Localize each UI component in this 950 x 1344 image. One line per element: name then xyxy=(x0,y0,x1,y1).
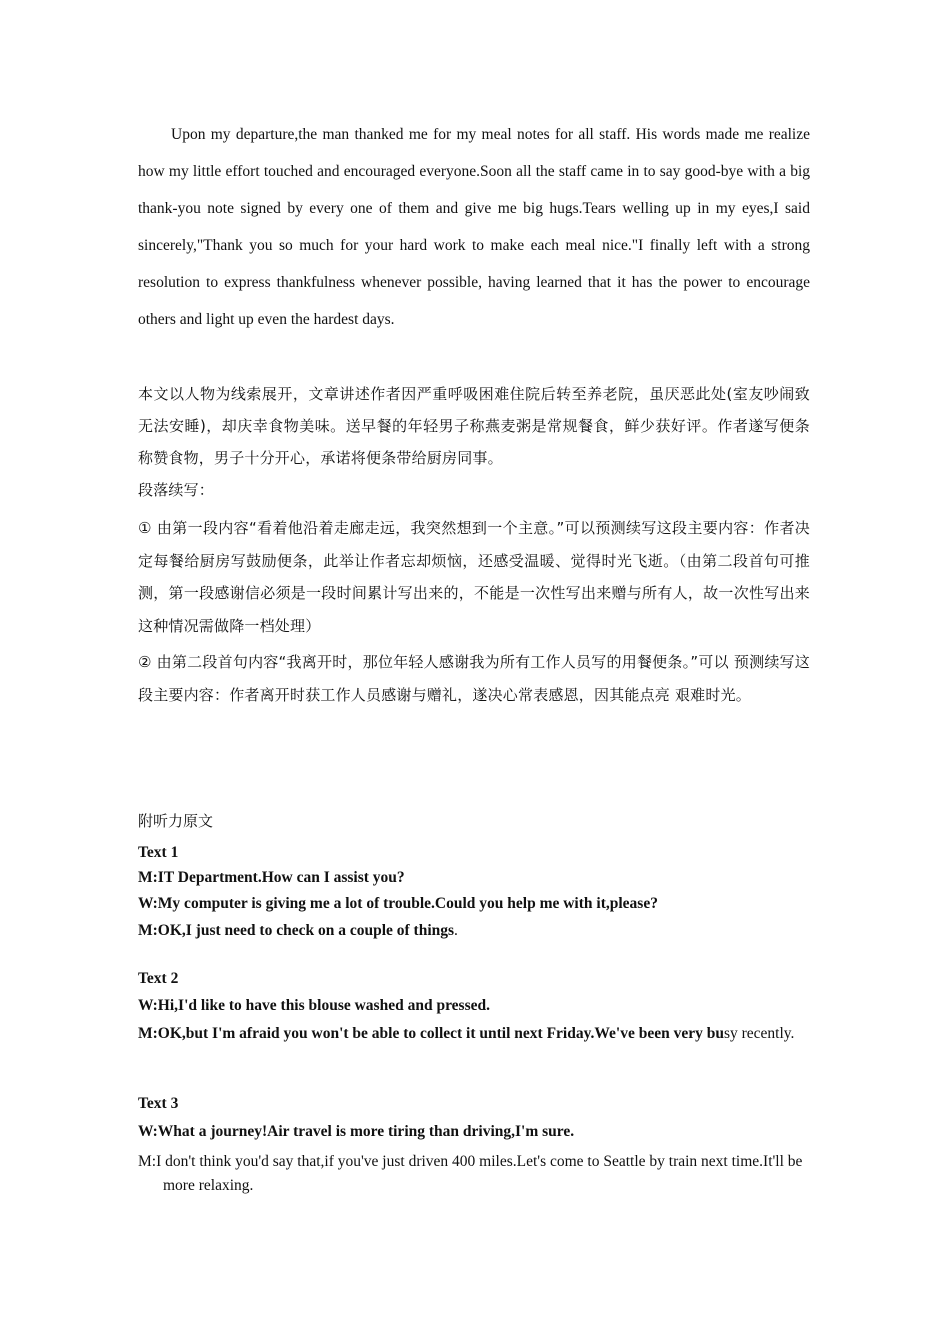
text-1-line-2: W:My computer is giving me a lot of trouble.Could you help me with it,please? xyxy=(138,895,658,912)
section-title: 段落续写： xyxy=(138,481,215,499)
analysis-summary: 本文以人物为线索展开，文章讲述作者因严重呼吸困难住院后转至养老院，虽厌恶此处(室友吵闹致无法安睡)，却庆幸食物美味。送早餐的年轻男子称燕麦粥是常规餐食，鲜少获好评。作者遂写便条称赞食物，男子十分开心，承诺将便条带给厨房同事。 xyxy=(138,385,810,467)
text-1-line-3-end: . xyxy=(454,922,458,939)
text-1-title: Text 1 xyxy=(138,844,179,861)
text-3-line-1: W:What a journey!Air travel is more tiring than driving,I'm sure. xyxy=(138,1123,575,1140)
essay-paragraph: Upon my departure,the man thanked me for my meal notes for all staff. His words made me realize how my little effort touched and encouraged everyone.Soon all the staff came in to say good-bye with a big thank-you note signed by every one of them and give me big hugs.Tears welling up in my eyes,I said sincerely,"Thank you so much for your hard work to make each meal nice."I finally left with a strong resolution to express thankfulness whenever possible, having learned that it has the power to encourage others and light up even the hardest days. xyxy=(138,126,810,328)
text-2-title: Text 2 xyxy=(138,970,179,987)
analysis-point-2: ② 由第二段首句内容“我离开时，那位年轻人感谢我为所有工作人员写的用餐便条。”可以 预测续写这段主要内容：作者离开时获工作人员感谢与赠礼，遂决心常表感恩，因其能点亮 艰难时光。 xyxy=(138,653,810,704)
text-2-line-2: M:OK,but I'm afraid you won't be able to collect it until next Friday.We've been very bu xyxy=(138,1025,724,1042)
text-1-line-3: M:OK,I just need to check on a couple of things xyxy=(138,922,455,939)
text-3-title: Text 3 xyxy=(138,1095,179,1112)
text-2-line-2-wrap xyxy=(138,1021,803,1047)
text-2-line-2-end: sy recently. xyxy=(723,1025,795,1042)
text-3-line-2: M:I don't think you'd say that,if you've just driven 400 miles.Let's come to Seattle by train next time.It'll be more relaxing. xyxy=(138,1153,803,1194)
text-1-line-1: M:IT Department.How can I assist you? xyxy=(138,869,405,886)
text-1-line-3-wrap xyxy=(138,919,798,943)
listening-heading: 附听力原文 xyxy=(138,812,214,830)
text-2-line-1: W:Hi,I'd like to have this blouse washed and pressed. xyxy=(138,997,490,1014)
analysis-point-1: ① 由第一段内容“看着他沿着走廊走远，我突然想到一个主意。”可以预测续写这段主要内容：作者决定每餐给厨房写鼓励便条，此举让作者忘却烦恼，还感受温暖、觉得时光飞逝。（由第二段首句可推测，第一段感谢信必须是一段时间累计写出来的，不能是一次性写出来赠与所有人，故一次性写出来这种情况需做降一档处理） xyxy=(138,519,810,635)
